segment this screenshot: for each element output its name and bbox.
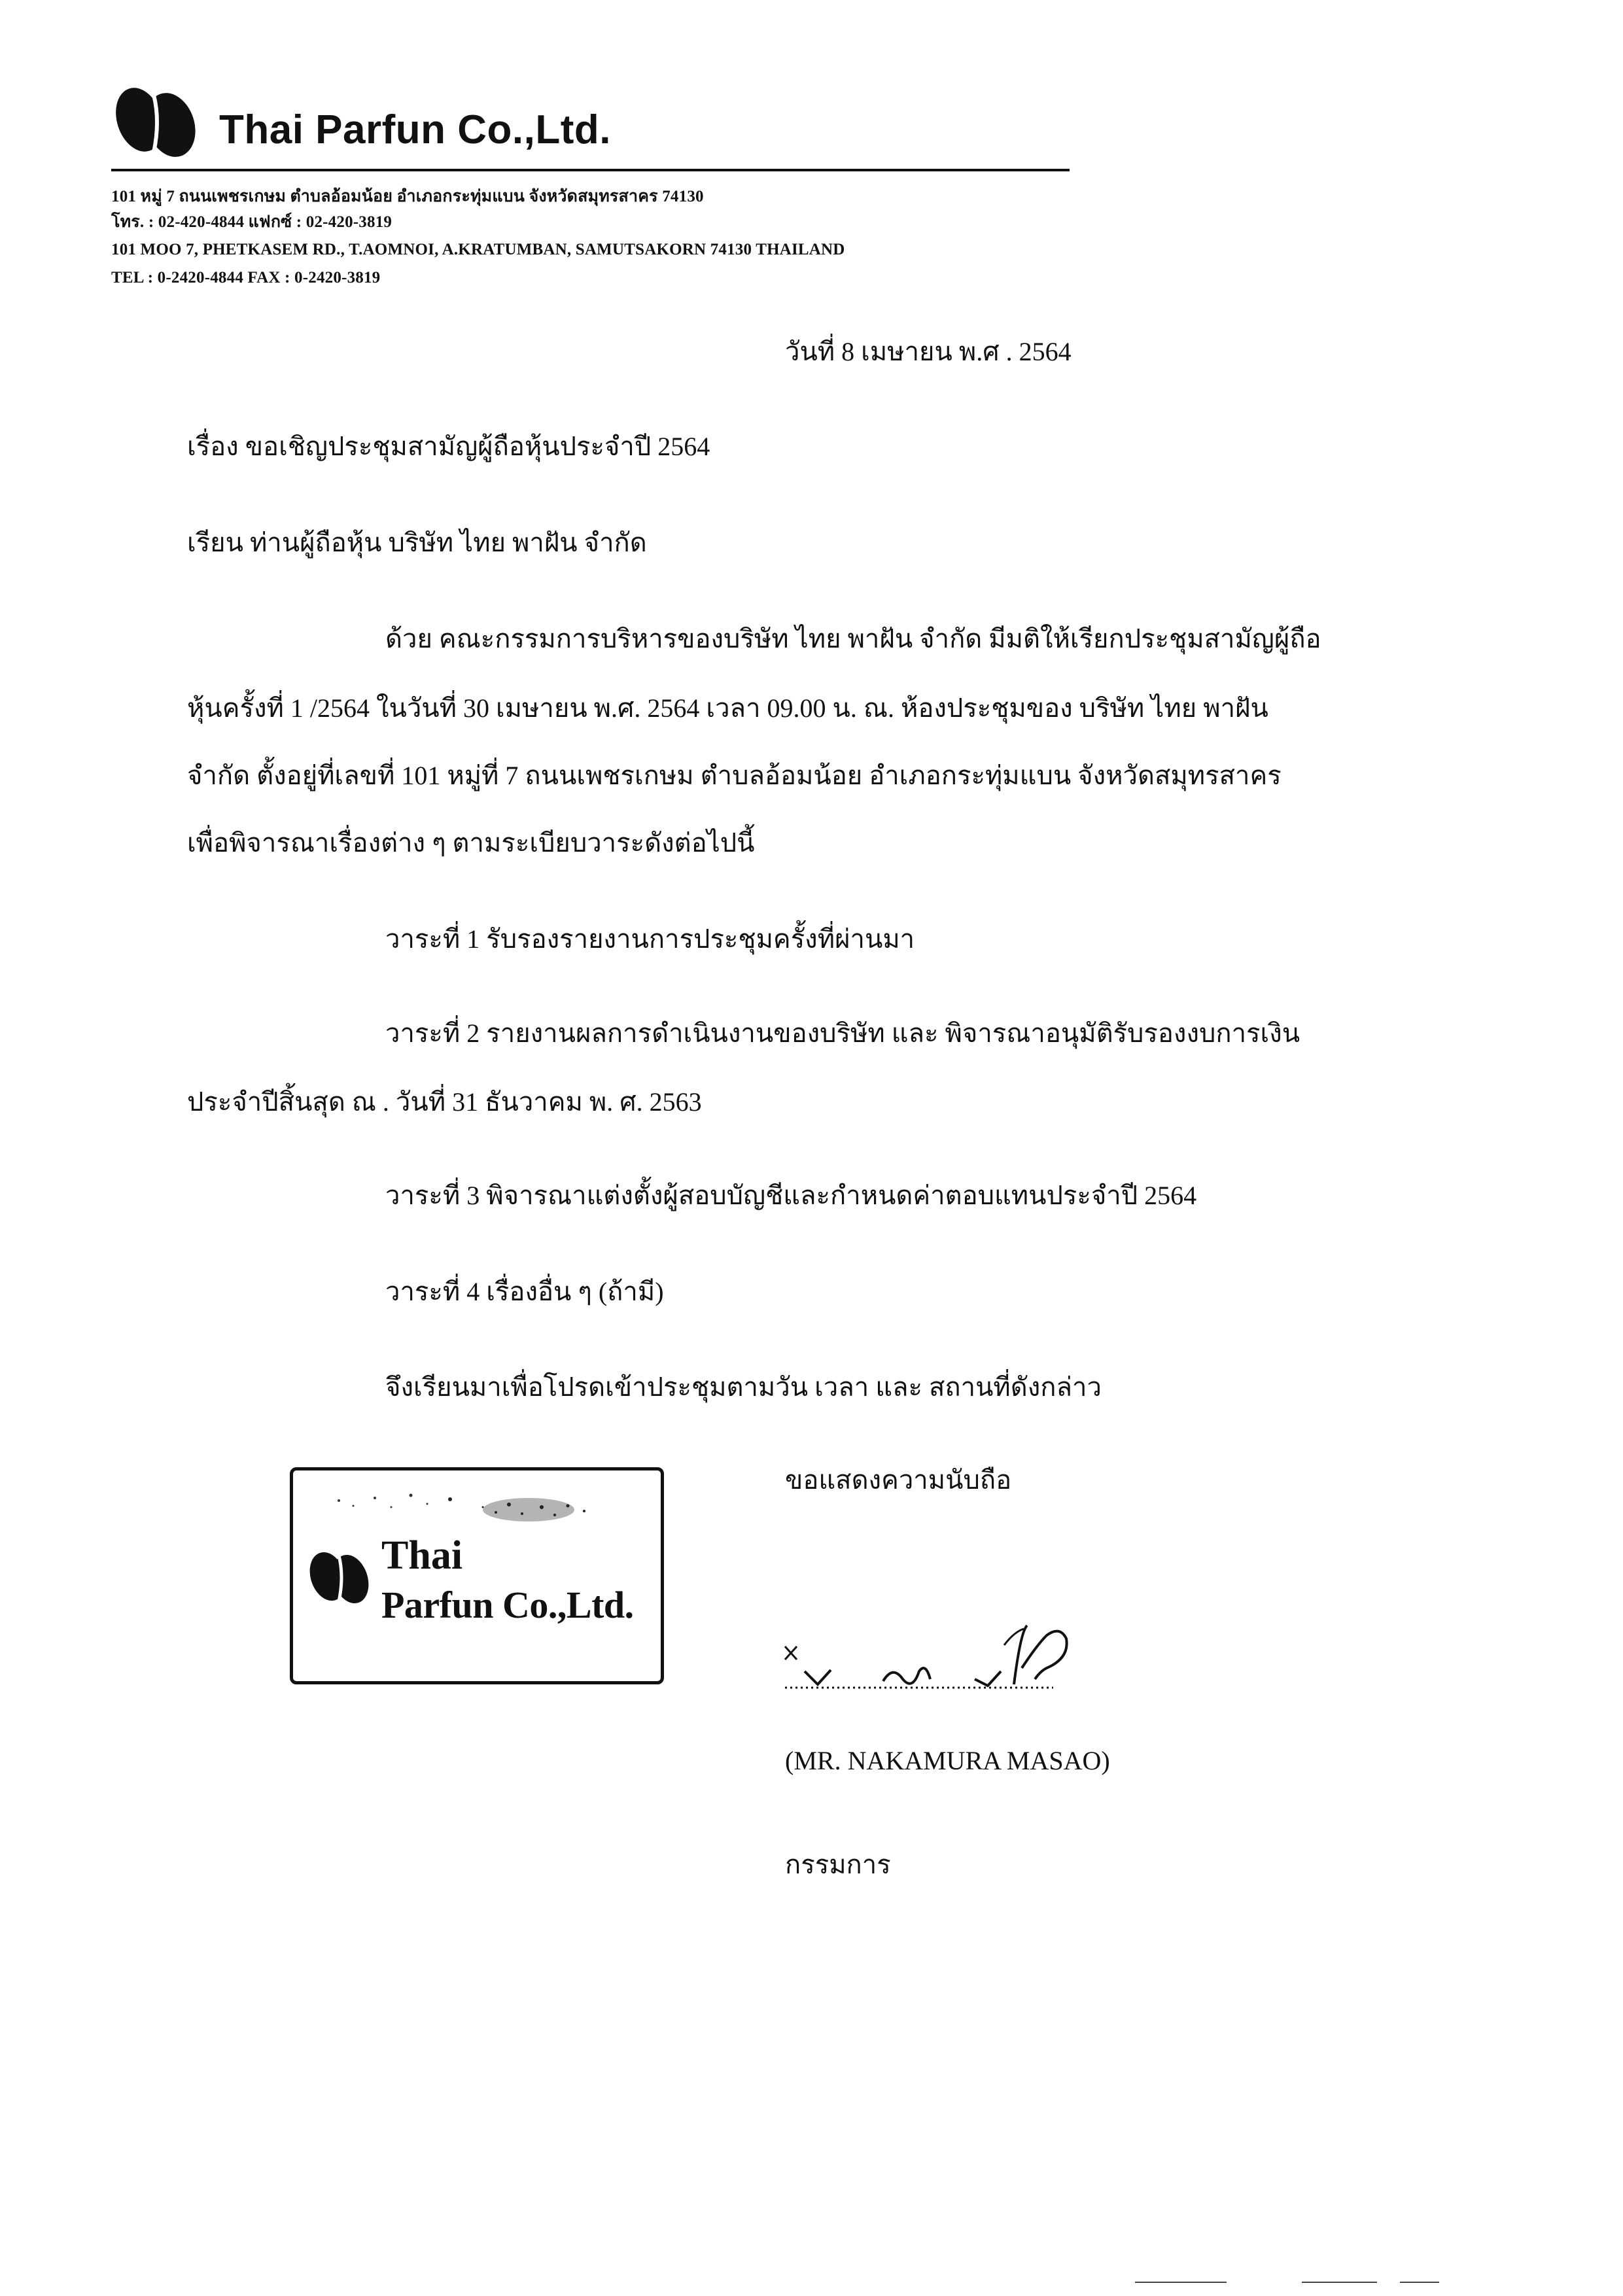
phone-english: TEL : 0-2420-4844 FAX : 0-2420-3819 (111, 269, 381, 287)
stamp-smudge (313, 1481, 640, 1533)
agenda-item-3: วาระที่ 3 พิจารณาแต่งตั้งผู้สอบบัญชีและกำหนดค่าตอบแทนประจำปี 2564 (385, 1181, 1197, 1210)
company-name: Thai Parfun Co.,Ltd. (219, 107, 611, 152)
header-divider (111, 169, 1070, 171)
handwritten-signature (778, 1606, 1119, 1704)
agenda-item-2: วาระที่ 2 รายงานผลการดำเนินงานของบริษัท และ พิจารณาอนุมัติรับรองงบการเงิน (385, 1018, 1300, 1048)
signer-position: กรรมการ (785, 1850, 891, 1879)
stamp-text-line1: Thai (381, 1533, 463, 1578)
stamp-text-line2: Parfun Co.,Ltd. (381, 1584, 634, 1626)
paragraph-line: หุ้นครั้งที่ 1 /2564 ในวันที่ 30 เมษายน พ.ศ. 2564 เวลา 09.00 น. ณ. ห้องประชุมของ บริษัท ไทย พาฝัน (187, 693, 1268, 723)
letter-salutation: เรียน ท่านผู้ถือหุ้น บริษัท ไทย พาฝัน จำกัด (187, 528, 647, 557)
company-stamp (290, 1467, 664, 1684)
address-thai: 101 หมู่ 7 ถนนเพชรเกษม ตำบลอ้อมน้อย อำเภอกระทุ่มแบน จังหวัดสมุทรสาคร 74130 (111, 188, 704, 205)
scan-artifact (1302, 2282, 1377, 2283)
letter-subject: เรื่อง ขอเชิญประชุมสามัญผู้ถือหุ้นประจำปี 2564 (187, 432, 710, 461)
letter-date: วันที่ 8 เมษายน พ.ศ . 2564 (785, 337, 1072, 366)
paragraph-line: จำกัด ตั้งอยู่ที่เลขที่ 101 หมู่ที่ 7 ถนนเพชรเกษม ตำบลอ้อมน้อย อำเภอกระทุ่มแบน จังหวัดสมุทรสาคร (187, 761, 1282, 790)
scan-artifact (1135, 2282, 1227, 2283)
agenda-item-1: วาระที่ 1 รับรองรายงานการประชุมครั้งที่ผ่านมา (385, 924, 915, 954)
signer-name: (MR. NAKAMURA MASAO) (785, 1746, 1110, 1775)
paragraph-line: ด้วย คณะกรรมการบริหารของบริษัท ไทย พาฝัน จำกัด มีมติให้เรียกประชุมสามัญผู้ถือ (385, 624, 1321, 653)
company-logo-icon (113, 82, 198, 160)
stamp-logo-icon (306, 1544, 372, 1609)
regards: ขอแสดงความนับถือ (785, 1465, 1012, 1495)
agenda-item-4: วาระที่ 4 เรื่องอื่น ๆ (ถ้ามี) (385, 1277, 664, 1306)
paragraph-line: เพื่อพิจารณาเรื่องต่าง ๆ ตามระเบียบวาระดังต่อไปนี้ (187, 828, 755, 858)
phone-thai: โทร. : 02-420-4844 แฟกซ์ : 02-420-3819 (111, 213, 393, 231)
scan-artifact (1400, 2282, 1439, 2283)
agenda-item-2-continued: ประจำปีสิ้นสุด ณ . วันที่ 31 ธันวาคม พ. ศ. 2563 (187, 1087, 702, 1117)
closing-statement: จึงเรียนมาเพื่อโปรดเข้าประชุมตามวัน เวลา และ สถานที่ดังกล่าว (385, 1372, 1102, 1402)
address-english: 101 MOO 7, PHETKASEM RD., T.AOMNOI, A.KRATUMBAN, SAMUTSAKORN 74130 THAILAND (111, 241, 845, 258)
